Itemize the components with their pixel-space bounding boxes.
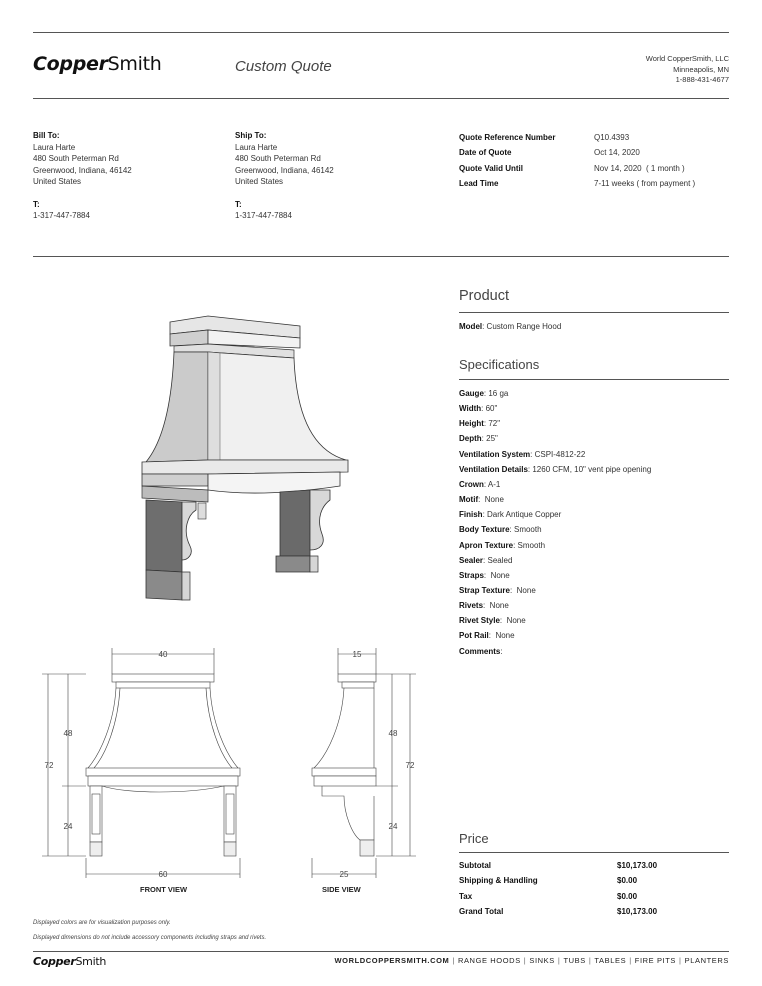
bill-to-name: Laura Harte — [33, 142, 76, 152]
quote-value: Oct 14, 2020 — [594, 148, 640, 158]
spec-value: : None — [483, 601, 509, 611]
spec-row — [459, 525, 542, 534]
footer-rule — [33, 951, 729, 952]
price-value: $0.00 — [617, 876, 638, 886]
footer-link-tubs[interactable]: TUBS — [563, 956, 586, 965]
spec-label: Body Texture — [459, 525, 510, 535]
footer-link-tables[interactable]: TABLES — [594, 956, 627, 965]
ship-to-address: 480 South Peterman Rd — [235, 154, 321, 163]
front-upper-height: 48 — [63, 729, 73, 738]
price-value: $10,173.00 — [617, 906, 658, 916]
company-info — [646, 54, 729, 86]
side-top-depth: 15 — [352, 650, 362, 659]
footer-logo — [33, 955, 106, 968]
spec-label: Strap Texture — [459, 585, 510, 595]
spec-row — [459, 601, 509, 610]
spec-value: : Smooth — [513, 540, 546, 550]
note-dimensions: Displayed dimensions do not include accessory components including straps and rivets. — [33, 935, 267, 941]
spec-value: : Sealed — [483, 555, 513, 565]
quote-row — [459, 145, 695, 160]
footer-links: WORLDCOPPERSMITH.COM | RANGE HOODS | SINKS | TUBS | TABLES | FIRE PITS | PLANTERS — [334, 956, 729, 965]
spec-value: : None — [488, 631, 515, 641]
spec-label: Crown — [459, 479, 484, 489]
spec-value: : A-1 — [483, 479, 501, 489]
quote-row — [459, 161, 695, 176]
logo-bold: Copper — [33, 53, 108, 75]
footer-link-fire-pits[interactable]: FIRE PITS — [634, 956, 677, 965]
spec-value: : 72" — [483, 419, 501, 429]
footer-logo-light: Smith — [75, 955, 107, 968]
bill-to-phone: 1-317-447-7884 — [33, 211, 90, 220]
spec-label: Finish — [459, 510, 483, 520]
price-label: Grand Total — [459, 906, 504, 916]
spec-row — [459, 389, 508, 398]
spec-value: : 1260 CFM, 10" vent pipe opening — [527, 464, 652, 474]
spec-label: Motif — [459, 495, 479, 505]
spec-row — [459, 495, 504, 504]
spec-label: Rivet Style — [459, 616, 500, 626]
bill-to-city: Greenwood, Indiana, 46142 — [33, 165, 132, 175]
ship-to-block — [235, 130, 334, 222]
price-label: Tax — [459, 891, 473, 901]
specifications-title: Specifications — [459, 357, 540, 372]
logo — [33, 53, 162, 75]
spec-label: Width — [459, 404, 482, 414]
ship-to-country: United States — [235, 177, 284, 186]
front-view-label: FRONT VIEW — [140, 885, 188, 894]
spec-label: Height — [459, 419, 484, 429]
spec-row — [459, 419, 500, 428]
company-phone: 1-888-431-4677 — [675, 75, 729, 84]
spec-row — [459, 616, 526, 625]
spec-label: Gauge — [459, 389, 484, 398]
quote-info — [459, 130, 695, 191]
spec-row — [459, 586, 536, 595]
footer-link-sinks[interactable]: SINKS — [529, 956, 555, 965]
quote-row — [459, 176, 695, 191]
model-value: : Custom Range Hood — [482, 322, 562, 331]
price-value: $10,173.00 — [617, 861, 658, 870]
logo-light: Smith — [107, 53, 162, 75]
spec-row — [459, 450, 585, 459]
quote-label: Lead Time — [459, 178, 499, 188]
ship-to-name: Laura Harte — [235, 142, 278, 152]
model-line — [459, 322, 561, 331]
spec-label: Pot Rail — [459, 631, 489, 641]
side-view-drawing — [300, 644, 430, 884]
front-top-width: 40 — [158, 650, 168, 659]
spec-label: Ventilation System — [459, 449, 531, 459]
bill-to-country: United States — [33, 177, 82, 186]
ship-to-phone: 1-317-447-7884 — [235, 211, 292, 220]
bill-to-block — [33, 130, 132, 222]
quote-label: Quote Valid Until — [459, 163, 524, 173]
spec-row — [459, 541, 545, 550]
footer-link-range-hoods[interactable]: RANGE HOODS — [457, 956, 521, 965]
spec-value: : None — [478, 495, 504, 505]
spec-row — [459, 631, 515, 640]
quote-value: Nov 14, 2020 ( 1 month ) — [594, 163, 685, 173]
ship-to-phone-label: T: — [235, 199, 242, 209]
spec-label: Straps — [459, 570, 484, 580]
price-value: $0.00 — [617, 891, 638, 901]
side-bottom-depth: 25 — [339, 870, 349, 879]
spec-row — [459, 647, 503, 656]
spec-value: : 16 ga — [483, 389, 509, 398]
spec-row — [459, 556, 512, 565]
bill-to-heading: Bill To: — [33, 131, 60, 140]
product-rule — [459, 312, 729, 313]
top-rule — [33, 32, 729, 33]
spec-label: Comments — [459, 646, 501, 656]
front-lower-height: 24 — [63, 822, 73, 831]
spec-row — [459, 404, 497, 413]
spec-label: Ventilation Details — [459, 464, 528, 474]
price-label: Subtotal — [459, 861, 491, 870]
note-colors: Displayed colors are for visualization purposes only. — [33, 920, 171, 926]
spec-value: : — [500, 646, 503, 656]
spec-value: : None — [499, 616, 526, 626]
spec-value: : Dark Antique Copper — [482, 510, 562, 520]
side-lower-height: 24 — [388, 822, 398, 831]
price-title: Price — [459, 831, 489, 846]
spec-value: : 60" — [481, 404, 498, 414]
price-label: Shipping & Handling — [459, 876, 538, 886]
footer-logo-bold: Copper — [33, 955, 76, 968]
bill-to-phone-label: T: — [33, 199, 40, 209]
company-name: World CopperSmith, LLC — [645, 54, 729, 63]
side-view-label: SIDE VIEW — [322, 885, 361, 894]
spec-value: : CSPI-4812-22 — [530, 449, 586, 459]
model-label: Model — [459, 322, 483, 331]
product-title: Product — [459, 288, 509, 304]
spec-row — [459, 510, 561, 519]
spec-label: Depth — [459, 434, 482, 444]
spec-row — [459, 465, 651, 474]
address-rule — [33, 256, 729, 257]
company-city: Minneapolis, MN — [673, 64, 729, 74]
range-hood-render — [130, 310, 360, 610]
spec-value: : None — [509, 585, 536, 595]
spec-label: Apron Texture — [459, 540, 514, 550]
footer-link-planters[interactable]: PLANTERS — [684, 956, 729, 965]
quote-label: Date of Quote — [459, 148, 512, 158]
spec-row — [459, 571, 510, 580]
doc-title: Custom Quote — [235, 58, 332, 75]
header-rule — [33, 98, 729, 99]
quote-value: Q10.4393 — [594, 133, 630, 142]
spec-value: : Smooth — [509, 525, 542, 535]
price-rule — [459, 852, 729, 853]
bill-to-address: 480 South Peterman Rd — [33, 154, 119, 163]
spec-label: Rivets — [459, 601, 484, 611]
front-bottom-width: 60 — [158, 870, 168, 879]
spec-label: Sealer — [459, 555, 484, 565]
ship-to-heading: Ship To: — [235, 131, 267, 140]
side-total-height: 72 — [405, 761, 415, 770]
spec-row — [459, 480, 500, 489]
footer-site-link[interactable]: WORLDCOPPERSMITH.COM — [334, 956, 450, 965]
quote-value: 7-11 weeks ( from payment ) — [594, 178, 696, 188]
front-view-drawing — [38, 644, 248, 884]
quote-label: Quote Reference Number — [459, 133, 556, 142]
front-total-height: 72 — [44, 761, 54, 770]
spec-value: : 25" — [481, 434, 498, 444]
quote-row — [459, 130, 695, 145]
side-upper-height: 48 — [388, 729, 398, 738]
spec-row — [459, 434, 498, 443]
ship-to-city: Greenwood, Indiana, 46142 — [235, 165, 334, 175]
spec-value: : None — [483, 570, 510, 580]
specifications-rule — [459, 379, 729, 380]
